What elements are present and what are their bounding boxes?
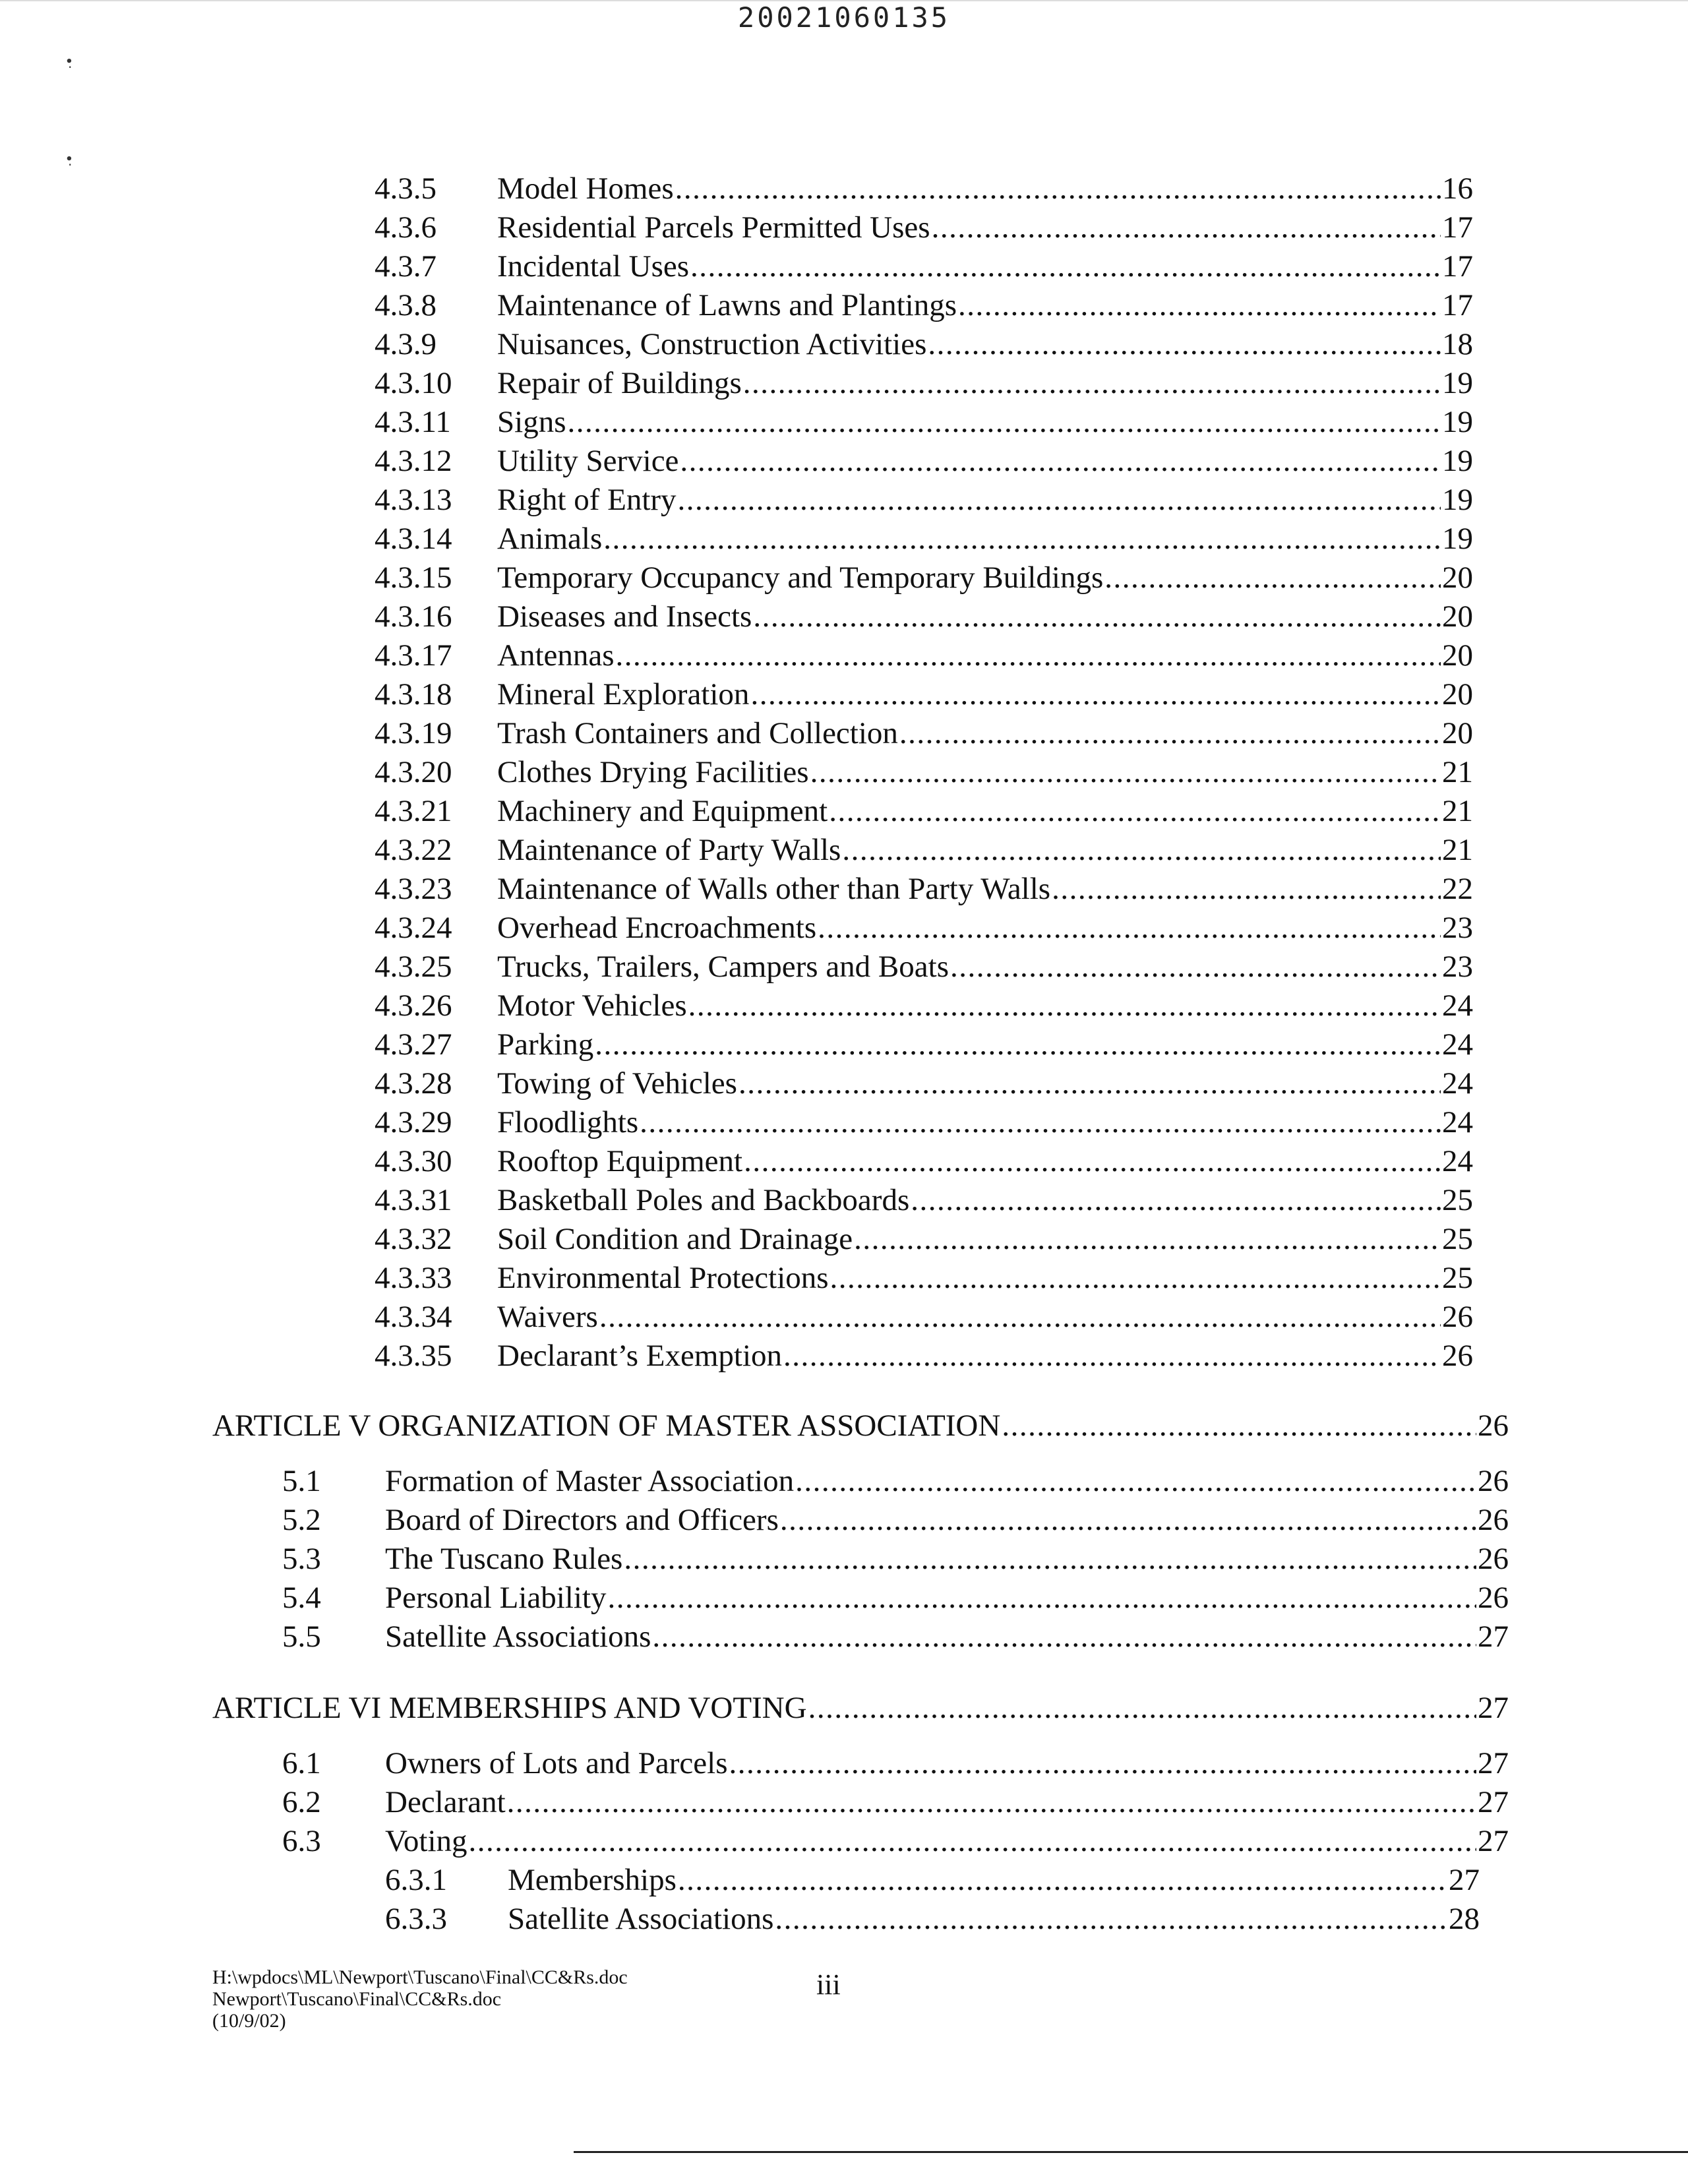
leader-dots bbox=[738, 1065, 1441, 1102]
toc-title: Utility Service bbox=[497, 444, 679, 478]
toc-page: 26 bbox=[1478, 1464, 1509, 1498]
toc-page: 27 bbox=[1449, 1863, 1480, 1897]
toc-entry bbox=[375, 1143, 1473, 1180]
toc-entry bbox=[375, 754, 1473, 791]
toc-title: Right of Entry bbox=[497, 483, 677, 517]
leader-dots bbox=[932, 209, 1441, 246]
toc-number: 4.3.7 bbox=[375, 249, 437, 284]
leader-dots bbox=[678, 1862, 1447, 1898]
toc-title: The Tuscano Rules bbox=[385, 1542, 623, 1576]
toc-entry bbox=[375, 793, 1473, 830]
toc-page: 26 bbox=[1442, 1300, 1473, 1334]
toc-title: Maintenance of Lawns and Plantings bbox=[497, 288, 957, 322]
leader-dots bbox=[607, 1579, 1476, 1616]
footer-line: H:\wpdocs\ML\Newport\Tuscano\Final\CC&Rs.doc bbox=[212, 1966, 628, 1988]
toc-entry bbox=[282, 1823, 1509, 1860]
leader-dots bbox=[1002, 1407, 1476, 1444]
footer-line: (10/9/02) bbox=[212, 2010, 286, 2032]
toc-number: 6.1 bbox=[282, 1746, 321, 1780]
toc-number: 5.1 bbox=[282, 1464, 321, 1498]
toc-entry bbox=[375, 676, 1473, 713]
toc-number: 4.3.29 bbox=[375, 1105, 452, 1139]
leader-dots bbox=[640, 1104, 1441, 1141]
toc-number: 4.3.19 bbox=[375, 716, 452, 750]
toc-page: 19 bbox=[1442, 444, 1473, 478]
toc-number: 4.3.34 bbox=[375, 1300, 452, 1334]
toc-entry bbox=[375, 559, 1473, 596]
toc-page: 19 bbox=[1442, 405, 1473, 439]
toc-number: 4.3.16 bbox=[375, 599, 452, 634]
toc-page: 21 bbox=[1442, 794, 1473, 828]
toc-entry bbox=[375, 1221, 1473, 1258]
toc-entry bbox=[375, 1065, 1473, 1102]
toc-entry bbox=[375, 948, 1473, 985]
toc-title: Machinery and Equipment bbox=[497, 794, 828, 828]
toc-page: 24 bbox=[1442, 988, 1473, 1023]
toc-entry bbox=[282, 1579, 1509, 1616]
toc-title: Trucks, Trailers, Campers and Boats bbox=[497, 950, 949, 984]
toc-page: 17 bbox=[1442, 249, 1473, 284]
toc-title: Floodlights bbox=[497, 1105, 639, 1139]
toc-number: 4.3.21 bbox=[375, 794, 452, 828]
toc-title: Antennas bbox=[497, 638, 615, 673]
toc-title: Residential Parcels Permitted Uses bbox=[497, 210, 930, 245]
toc-number: 4.3.17 bbox=[375, 638, 452, 673]
footer-line: Newport\Tuscano\Final\CC&Rs.doc bbox=[212, 1988, 502, 2010]
toc-page: 25 bbox=[1442, 1222, 1473, 1256]
leader-dots bbox=[753, 598, 1441, 635]
leader-dots bbox=[842, 832, 1441, 868]
toc-number: 4.3.25 bbox=[375, 950, 452, 984]
toc-number: 4.3.15 bbox=[375, 561, 452, 595]
article-title: ARTICLE VI MEMBERSHIPS AND VOTING bbox=[212, 1691, 807, 1725]
toc-title: Temporary Occupancy and Temporary Buildings bbox=[497, 561, 1104, 595]
toc-page: 24 bbox=[1442, 1066, 1473, 1101]
toc-page: 27 bbox=[1478, 1785, 1509, 1819]
toc-title: Towing of Vehicles bbox=[497, 1066, 737, 1101]
toc-number: 4.3.26 bbox=[375, 988, 452, 1023]
toc-page: 17 bbox=[1442, 288, 1473, 322]
toc-title: Maintenance of Party Walls bbox=[497, 833, 841, 867]
leader-dots bbox=[911, 1182, 1441, 1219]
toc-number: 5.2 bbox=[282, 1503, 321, 1537]
leader-dots bbox=[595, 1026, 1441, 1063]
toc-entry bbox=[375, 987, 1473, 1024]
toc-page: 21 bbox=[1442, 833, 1473, 867]
toc-page: 20 bbox=[1442, 677, 1473, 712]
toc-title: Declarant bbox=[385, 1785, 506, 1819]
leader-dots bbox=[680, 442, 1441, 479]
toc-number: 4.3.31 bbox=[375, 1183, 452, 1217]
toc-entry bbox=[282, 1745, 1509, 1782]
toc-page: 20 bbox=[1442, 599, 1473, 634]
toc-title: Parking bbox=[497, 1027, 594, 1062]
toc-number: 4.3.13 bbox=[375, 483, 452, 517]
toc-page: 26 bbox=[1478, 1503, 1509, 1537]
toc-title: Soil Condition and Drainage bbox=[497, 1222, 853, 1256]
toc-page: 25 bbox=[1442, 1261, 1473, 1295]
toc-title: Animals bbox=[497, 522, 603, 556]
leader-dots bbox=[795, 1463, 1476, 1500]
toc-page: 17 bbox=[1442, 210, 1473, 245]
toc-title: Trash Containers and Collection bbox=[497, 716, 898, 750]
leader-dots bbox=[688, 987, 1441, 1024]
toc-entry bbox=[375, 520, 1473, 557]
leader-dots bbox=[507, 1784, 1476, 1821]
toc-entry bbox=[375, 1182, 1473, 1219]
toc-entry bbox=[375, 598, 1473, 635]
document-number: 20021060135 bbox=[737, 1, 951, 34]
toc-number: 4.3.35 bbox=[375, 1339, 452, 1373]
leader-dots bbox=[958, 287, 1441, 324]
toc-entry bbox=[375, 170, 1473, 207]
leader-dots bbox=[783, 1337, 1441, 1374]
toc-title: Formation of Master Association bbox=[385, 1464, 795, 1498]
toc-number: 4.3.32 bbox=[375, 1222, 452, 1256]
toc-title: Basketball Poles and Backboards bbox=[497, 1183, 910, 1217]
toc-title: Clothes Drying Facilities bbox=[497, 755, 809, 789]
leader-dots bbox=[729, 1745, 1476, 1782]
toc-entry bbox=[375, 870, 1473, 907]
leader-dots bbox=[616, 637, 1441, 674]
toc-entry bbox=[385, 1900, 1480, 1937]
leader-dots bbox=[690, 248, 1441, 285]
toc-number: 4.3.20 bbox=[375, 755, 452, 789]
toc-page: 20 bbox=[1442, 716, 1473, 750]
toc-title: Signs bbox=[497, 405, 566, 439]
toc-entry bbox=[375, 404, 1473, 440]
toc-entry bbox=[375, 1104, 1473, 1141]
toc-article-heading bbox=[212, 1407, 1509, 1444]
leader-dots bbox=[603, 520, 1441, 557]
leader-dots bbox=[675, 170, 1441, 207]
toc-number: 4.3.6 bbox=[375, 210, 437, 245]
toc-page: 21 bbox=[1442, 755, 1473, 789]
toc-page: 18 bbox=[1442, 327, 1473, 361]
toc-page: 23 bbox=[1442, 911, 1473, 945]
toc-entry bbox=[282, 1784, 1509, 1821]
leader-dots bbox=[818, 909, 1441, 946]
toc-title: Model Homes bbox=[497, 171, 674, 206]
toc-title: Repair of Buildings bbox=[497, 366, 742, 400]
toc-title: Rooftop Equipment bbox=[497, 1144, 743, 1178]
toc-page: 22 bbox=[1442, 872, 1473, 906]
toc-entry bbox=[375, 442, 1473, 479]
toc-number: 4.3.11 bbox=[375, 405, 451, 439]
toc-article-heading bbox=[212, 1689, 1509, 1726]
toc-entry bbox=[375, 365, 1473, 402]
toc-page: 26 bbox=[1442, 1339, 1473, 1373]
toc-number: 6.3.3 bbox=[385, 1902, 447, 1936]
toc-number: 4.3.33 bbox=[375, 1261, 452, 1295]
toc-title: Environmental Protections bbox=[497, 1261, 829, 1295]
toc-entry bbox=[375, 832, 1473, 868]
toc-title: Maintenance of Walls other than Party Walls bbox=[497, 872, 1051, 906]
toc-entry bbox=[375, 637, 1473, 674]
toc-page: 27 bbox=[1478, 1620, 1509, 1654]
leader-dots bbox=[744, 1143, 1441, 1180]
toc-title: Declarant’s Exemption bbox=[497, 1339, 782, 1373]
toc-number: 5.3 bbox=[282, 1542, 321, 1576]
leader-dots bbox=[854, 1221, 1441, 1258]
toc-page: 19 bbox=[1442, 483, 1473, 517]
leader-dots bbox=[1104, 559, 1441, 596]
toc-page: 16 bbox=[1442, 171, 1473, 206]
toc-title: Motor Vehicles bbox=[497, 988, 687, 1023]
leader-dots bbox=[1052, 870, 1441, 907]
toc-number: 4.3.14 bbox=[375, 522, 452, 556]
toc-entry bbox=[375, 287, 1473, 324]
toc-entry bbox=[375, 715, 1473, 752]
footer-file-path bbox=[212, 1966, 628, 2032]
toc-page: 24 bbox=[1442, 1144, 1473, 1178]
toc-number: 4.3.18 bbox=[375, 677, 452, 712]
toc-entry bbox=[282, 1463, 1509, 1500]
toc-number: 4.3.28 bbox=[375, 1066, 452, 1101]
leader-dots bbox=[928, 326, 1441, 363]
toc-page: 26 bbox=[1478, 1409, 1509, 1443]
toc-page: 24 bbox=[1442, 1105, 1473, 1139]
toc-title: Owners of Lots and Parcels bbox=[385, 1746, 728, 1780]
toc-page: 24 bbox=[1442, 1027, 1473, 1062]
leader-dots bbox=[750, 676, 1441, 713]
toc-entry bbox=[282, 1618, 1509, 1655]
toc-title: Personal Liability bbox=[385, 1581, 607, 1615]
toc-number: 4.3.10 bbox=[375, 366, 452, 400]
toc-title: Memberships bbox=[508, 1863, 677, 1897]
toc-page: 20 bbox=[1442, 561, 1473, 595]
leader-dots bbox=[469, 1823, 1477, 1860]
toc-page: 27 bbox=[1478, 1824, 1509, 1858]
scan-mark-icon: ∙̣ bbox=[65, 53, 74, 69]
toc-entry bbox=[375, 326, 1473, 363]
toc-number: 4.3.9 bbox=[375, 327, 437, 361]
toc-number: 6.3 bbox=[282, 1824, 321, 1858]
toc-entry bbox=[375, 1337, 1473, 1374]
toc-entry bbox=[282, 1502, 1509, 1538]
leader-dots bbox=[810, 754, 1441, 791]
scan-edge-line bbox=[574, 2151, 1688, 2153]
toc-entry bbox=[375, 909, 1473, 946]
toc-page: 27 bbox=[1478, 1746, 1509, 1780]
toc-title: Mineral Exploration bbox=[497, 677, 750, 712]
toc-page: 26 bbox=[1478, 1542, 1509, 1576]
toc-number: 4.3.30 bbox=[375, 1144, 452, 1178]
page-number: iii bbox=[816, 1968, 841, 2001]
toc-title: Waivers bbox=[497, 1300, 598, 1334]
toc-number: 6.3.1 bbox=[385, 1863, 447, 1897]
leader-dots bbox=[624, 1540, 1476, 1577]
toc-number: 4.3.27 bbox=[375, 1027, 452, 1062]
leader-dots bbox=[780, 1502, 1476, 1538]
toc-page: 28 bbox=[1449, 1902, 1480, 1936]
leader-dots bbox=[775, 1900, 1447, 1937]
toc-title: Diseases and Insects bbox=[497, 599, 752, 634]
toc-number: 6.2 bbox=[282, 1785, 321, 1819]
toc-entry bbox=[375, 1026, 1473, 1063]
toc-page: 26 bbox=[1478, 1581, 1509, 1615]
toc-page: 19 bbox=[1442, 366, 1473, 400]
toc-page: 20 bbox=[1442, 638, 1473, 673]
toc-title: Voting bbox=[385, 1824, 467, 1858]
toc-page: 23 bbox=[1442, 950, 1473, 984]
leader-dots bbox=[743, 365, 1441, 402]
leader-dots bbox=[950, 948, 1441, 985]
leader-dots bbox=[599, 1298, 1441, 1335]
toc-number: 5.4 bbox=[282, 1581, 321, 1615]
toc-title: Satellite Associations bbox=[508, 1902, 774, 1936]
toc-entry bbox=[375, 481, 1473, 518]
leader-dots bbox=[678, 481, 1441, 518]
toc-number: 5.5 bbox=[282, 1620, 321, 1654]
toc-number: 4.3.22 bbox=[375, 833, 452, 867]
toc-entry bbox=[375, 1259, 1473, 1296]
toc-number: 4.3.23 bbox=[375, 872, 452, 906]
leader-dots bbox=[568, 404, 1441, 440]
toc-title: Incidental Uses bbox=[497, 249, 690, 284]
scan-mark-icon: ∙̣ bbox=[65, 150, 74, 167]
toc-number: 4.3.8 bbox=[375, 288, 437, 322]
toc-page: 27 bbox=[1478, 1691, 1509, 1725]
toc-title: Board of Directors and Officers bbox=[385, 1503, 779, 1537]
toc-page: 19 bbox=[1442, 522, 1473, 556]
toc-title: Nuisances, Construction Activities bbox=[497, 327, 927, 361]
toc-entry bbox=[385, 1862, 1480, 1898]
leader-dots bbox=[652, 1618, 1476, 1655]
leader-dots bbox=[899, 715, 1441, 752]
toc-entry bbox=[375, 209, 1473, 246]
toc-number: 4.3.5 bbox=[375, 171, 437, 206]
leader-dots bbox=[830, 1259, 1441, 1296]
toc-entry bbox=[282, 1540, 1509, 1577]
toc-page: 25 bbox=[1442, 1183, 1473, 1217]
leader-dots bbox=[829, 793, 1441, 830]
toc-title: Overhead Encroachments bbox=[497, 911, 817, 945]
toc-number: 4.3.12 bbox=[375, 444, 452, 478]
article-title: ARTICLE V ORGANIZATION OF MASTER ASSOCIATION bbox=[212, 1409, 1001, 1443]
leader-dots bbox=[808, 1689, 1476, 1726]
toc-entry bbox=[375, 248, 1473, 285]
toc-title: Satellite Associations bbox=[385, 1620, 651, 1654]
toc-entry bbox=[375, 1298, 1473, 1335]
toc-number: 4.3.24 bbox=[375, 911, 452, 945]
